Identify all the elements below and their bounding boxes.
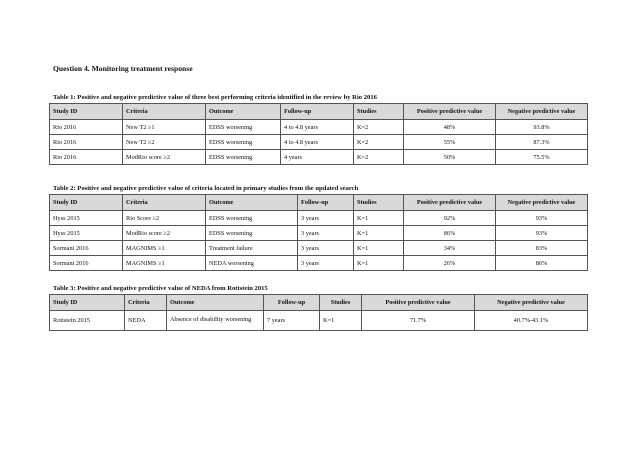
cell-ppv: 34%	[404, 241, 496, 256]
cell-npv: 93.8%	[496, 120, 588, 135]
table-row	[50, 150, 588, 165]
cell-outcome: EDSS worsening	[206, 135, 281, 150]
table-row	[50, 120, 588, 135]
cell-follow-up: 4 to 4.8 years	[281, 135, 354, 150]
cell-criteria: NEDA	[125, 311, 167, 331]
table3-header-study-id: Study ID	[50, 295, 125, 311]
cell-ppv: 86%	[404, 226, 496, 241]
cell-studies: K=2	[354, 120, 404, 135]
cell-npv: 75.5%	[496, 150, 588, 165]
table1-header-follow-up: Follow-up	[281, 104, 354, 120]
cell-study-id: Hyss 2015	[50, 226, 123, 241]
table2-header-row	[50, 195, 588, 211]
table3-header-row	[50, 295, 588, 311]
table1-header-npv: Negative predictive value	[496, 104, 588, 120]
cell-ppv: 71.7%	[362, 311, 475, 331]
cell-outcome: EDSS worsening	[206, 211, 298, 226]
cell-criteria: New T2 ≥2	[123, 135, 206, 150]
table3-header-criteria: Criteria	[125, 295, 167, 311]
cell-studies: K=2	[354, 150, 404, 165]
cell-ppv: 55%	[404, 135, 496, 150]
table2-header-ppv: Positive predictive value	[404, 195, 496, 211]
cell-follow-up: 7 years	[264, 311, 320, 331]
table2	[49, 194, 588, 271]
cell-npv: 40.7%-43.1%	[475, 311, 588, 331]
table-row	[50, 311, 588, 331]
table1-header-studies: Studies	[354, 104, 404, 120]
table1-header-outcome: Outcome	[206, 104, 281, 120]
cell-studies: K=1	[354, 241, 404, 256]
cell-study-id: Hyss 2015	[50, 211, 123, 226]
cell-follow-up: 4 years	[281, 150, 354, 165]
table1	[49, 103, 588, 165]
cell-outcome: EDSS worsening	[206, 226, 298, 241]
cell-criteria: ModRio score ≥2	[123, 226, 206, 241]
table3	[49, 294, 588, 331]
table1-caption: Table 1: Positive and negative predictive value of three best performing criteria identified in the review by Rio 2016	[53, 94, 377, 101]
table2-header-criteria: Criteria	[123, 195, 206, 211]
cell-npv: 87.3%	[496, 135, 588, 150]
table1-header-study-id: Study ID	[50, 104, 123, 120]
cell-studies: K=1	[320, 311, 362, 331]
cell-study-id: Rio 2016	[50, 120, 123, 135]
table3-header-studies: Studies	[320, 295, 362, 311]
cell-criteria: MAGNIMS ≥1	[123, 241, 206, 256]
table-row	[50, 211, 588, 226]
cell-ppv: 26%	[404, 256, 496, 271]
table3-header-outcome: Outcome	[167, 295, 264, 311]
table2-header-studies: Studies	[354, 195, 404, 211]
cell-follow-up: 3 years	[298, 256, 354, 271]
table-row	[50, 256, 588, 271]
cell-criteria: Rio Score ≥2	[123, 211, 206, 226]
cell-follow-up: 3 years	[298, 241, 354, 256]
table2-header-study-id: Study ID	[50, 195, 123, 211]
cell-study-id: Rio 2016	[50, 135, 123, 150]
cell-ppv: 92%	[404, 211, 496, 226]
cell-studies: K=1	[354, 256, 404, 271]
cell-outcome: EDSS worsening	[206, 150, 281, 165]
cell-ppv: 50%	[404, 150, 496, 165]
table-row	[50, 226, 588, 241]
cell-npv: 86%	[496, 256, 588, 271]
cell-npv: 93%	[496, 226, 588, 241]
table2-header-follow-up: Follow-up	[298, 195, 354, 211]
table-row	[50, 135, 588, 150]
cell-npv: 93%	[496, 211, 588, 226]
table3-header-ppv: Positive predictive value	[362, 295, 475, 311]
section-heading: Question 4. Monitoring treatment response	[53, 64, 193, 73]
cell-follow-up: 3 years	[298, 211, 354, 226]
table2-caption: Table 2: Positive and negative predictive value of criteria located in primary studies from the updated search	[53, 185, 359, 192]
table2-header-npv: Negative predictive value	[496, 195, 588, 211]
cell-studies: K=1	[354, 211, 404, 226]
cell-study-id: Rio 2016	[50, 150, 123, 165]
cell-outcome: NEDA worsening	[206, 256, 298, 271]
cell-study-id: Rottstein 2015	[50, 311, 125, 331]
cell-studies: K=1	[354, 226, 404, 241]
cell-study-id: Sormani 2016	[50, 256, 123, 271]
cell-npv: 83%	[496, 241, 588, 256]
table3-header-follow-up: Follow-up	[264, 295, 320, 311]
cell-ppv: 48%	[404, 120, 496, 135]
table1-header-criteria: Criteria	[123, 104, 206, 120]
cell-criteria: New T2 ≥1	[123, 120, 206, 135]
table3-header-npv: Negative predictive value	[475, 295, 588, 311]
cell-criteria: MAGNIMS ≥1	[123, 256, 206, 271]
table3-caption: Table 3: Positive and negative predictive value of NEDA from Rottstein 2015	[53, 285, 268, 292]
cell-study-id: Sormani 2016	[50, 241, 123, 256]
cell-outcome: Treatment failure	[206, 241, 298, 256]
table2-header-outcome: Outcome	[206, 195, 298, 211]
table1-header-row	[50, 104, 588, 120]
table1-header-ppv: Positive predictive value	[404, 104, 496, 120]
cell-criteria: ModRio score ≥2	[123, 150, 206, 165]
cell-follow-up: 3 years	[298, 226, 354, 241]
table-row	[50, 241, 588, 256]
cell-outcome: EDSS worsening	[206, 120, 281, 135]
cell-follow-up: 4 to 4.8 years	[281, 120, 354, 135]
cell-studies: K=2	[354, 135, 404, 150]
cell-outcome: Absence of disability worsening	[167, 311, 264, 331]
